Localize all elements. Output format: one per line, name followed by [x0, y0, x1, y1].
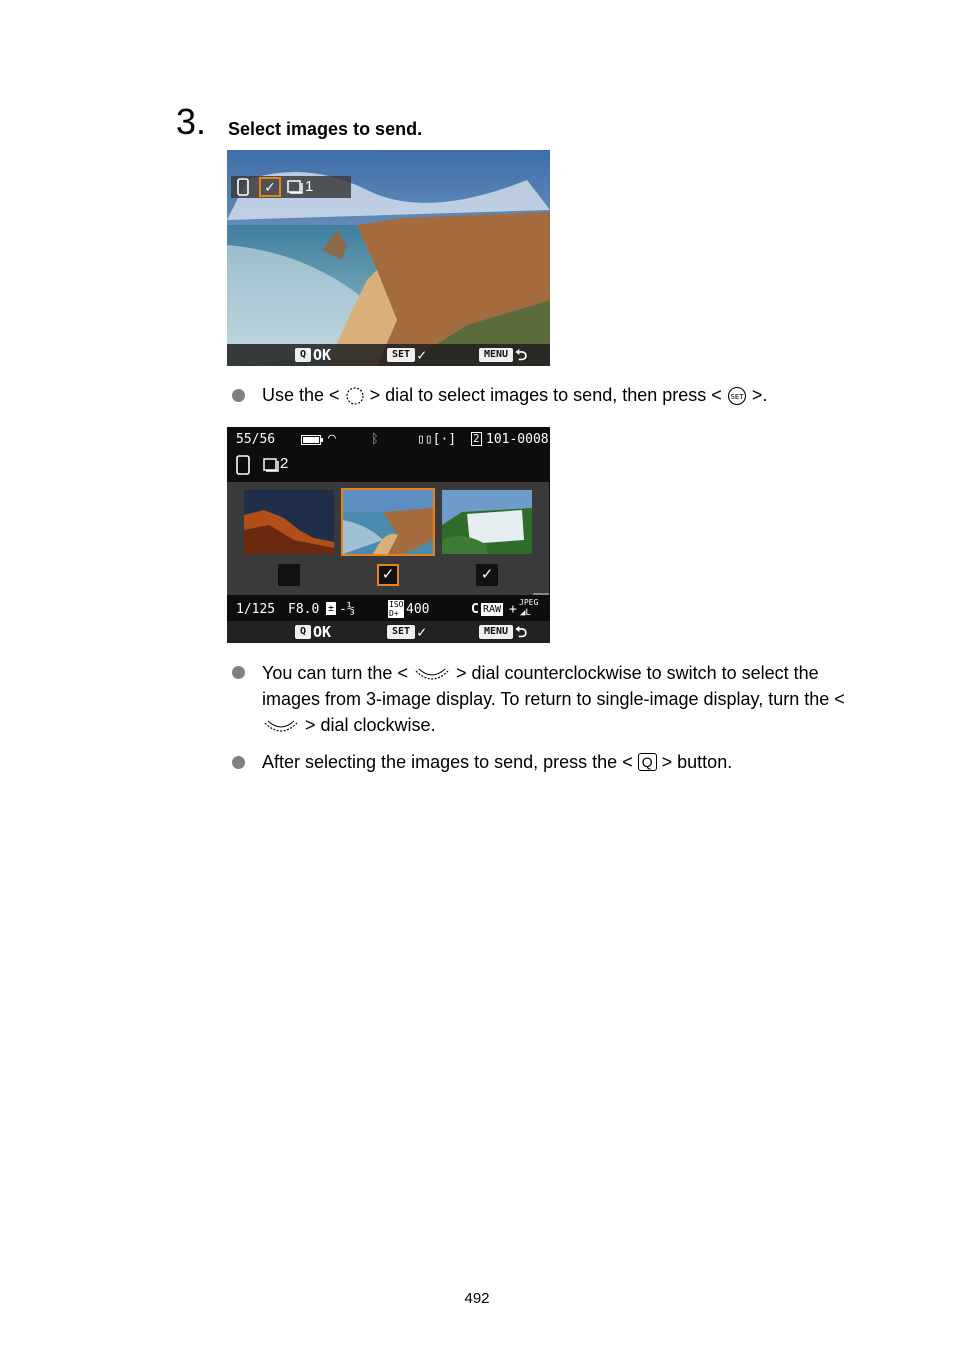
q-ok-button[interactable]: Q OK [295, 624, 331, 640]
shutter-speed: 1/125 [236, 602, 276, 617]
smartphone-icon [237, 178, 249, 196]
af-mode-icon: ▯▯[·] [417, 432, 457, 447]
thumbnail-waterfall[interactable] [442, 490, 532, 554]
control-bar [227, 344, 550, 366]
step-title: Select images to send. [228, 119, 423, 139]
image-count-icon [263, 458, 279, 472]
scroll-indicator[interactable] [533, 593, 549, 595]
bullet-1 [232, 389, 245, 402]
image-count-icon [287, 180, 303, 194]
set-button-icon [727, 386, 747, 406]
quality-size: ◢L [520, 608, 531, 618]
thumbnail-coast[interactable] [343, 490, 433, 554]
thumbnail-canyon[interactable] [244, 490, 334, 554]
quick-control-dial-icon [345, 386, 365, 406]
selected-checkbox[interactable]: ✓ [259, 177, 281, 197]
selection-status-bar [231, 176, 351, 198]
bluetooth-icon: ᛒ [371, 432, 379, 447]
camera-screen-single-image [227, 150, 550, 366]
image-count: 2 [280, 455, 289, 472]
select-mark-2[interactable]: ✓ [377, 564, 399, 586]
menu-back-button[interactable]: MENU ⮌ [479, 624, 527, 640]
iso-value: 400 [406, 602, 430, 617]
bullet-3 [232, 756, 245, 769]
exposure-comp-icon: ± [328, 603, 335, 614]
three-image-display [227, 482, 549, 595]
bullet-3-text: After selecting the images to send, press the < Q > button. [262, 752, 733, 772]
quality-jpeg: JPEG [519, 598, 539, 607]
page-number: 492 [464, 1290, 490, 1307]
iso-icon: ISO D+ [389, 600, 404, 618]
svg-text:SET: SET [730, 393, 744, 402]
quality-raw: RAW [483, 604, 502, 615]
quality-plus: + [509, 602, 517, 617]
wifi-icon: ◠ [328, 431, 336, 446]
image-count: 1 [305, 178, 314, 195]
main-dial-icon [413, 663, 451, 685]
q-button-icon: Q [638, 753, 657, 771]
control-bar [227, 621, 550, 643]
folder-file-number: 101-0008 [486, 432, 549, 447]
select-mark-1[interactable] [278, 564, 300, 586]
bullet-2 [232, 666, 245, 679]
folder-index: 2 [473, 432, 480, 445]
set-button[interactable]: SET ✓ [387, 624, 426, 640]
exposure-compensation: -⅓ [339, 602, 355, 617]
quality-c: C [471, 602, 479, 617]
set-button[interactable]: SET ✓ [387, 347, 426, 363]
frame-counter: 55/56 [236, 432, 276, 447]
camera-screen-three-image [227, 427, 550, 643]
step-number: 3. [176, 101, 207, 142]
bullet-2-text: You can turn the < > dial counterclockwise to switch to select the images from 3-image display. To return to single-image display, turn the < > dial clockwise. [262, 660, 862, 738]
menu-back-button[interactable]: MENU ⮌ [479, 347, 527, 363]
select-mark-3[interactable]: ✓ [476, 564, 498, 586]
battery-icon [301, 435, 323, 445]
aperture: F8.0 [288, 602, 320, 617]
bullet-1-text: Use the < > dial to select images to send, then press < SET >. [262, 385, 768, 405]
smartphone-icon [236, 455, 250, 475]
main-dial-icon [262, 715, 300, 737]
q-ok-button[interactable]: Q OK [295, 347, 331, 363]
